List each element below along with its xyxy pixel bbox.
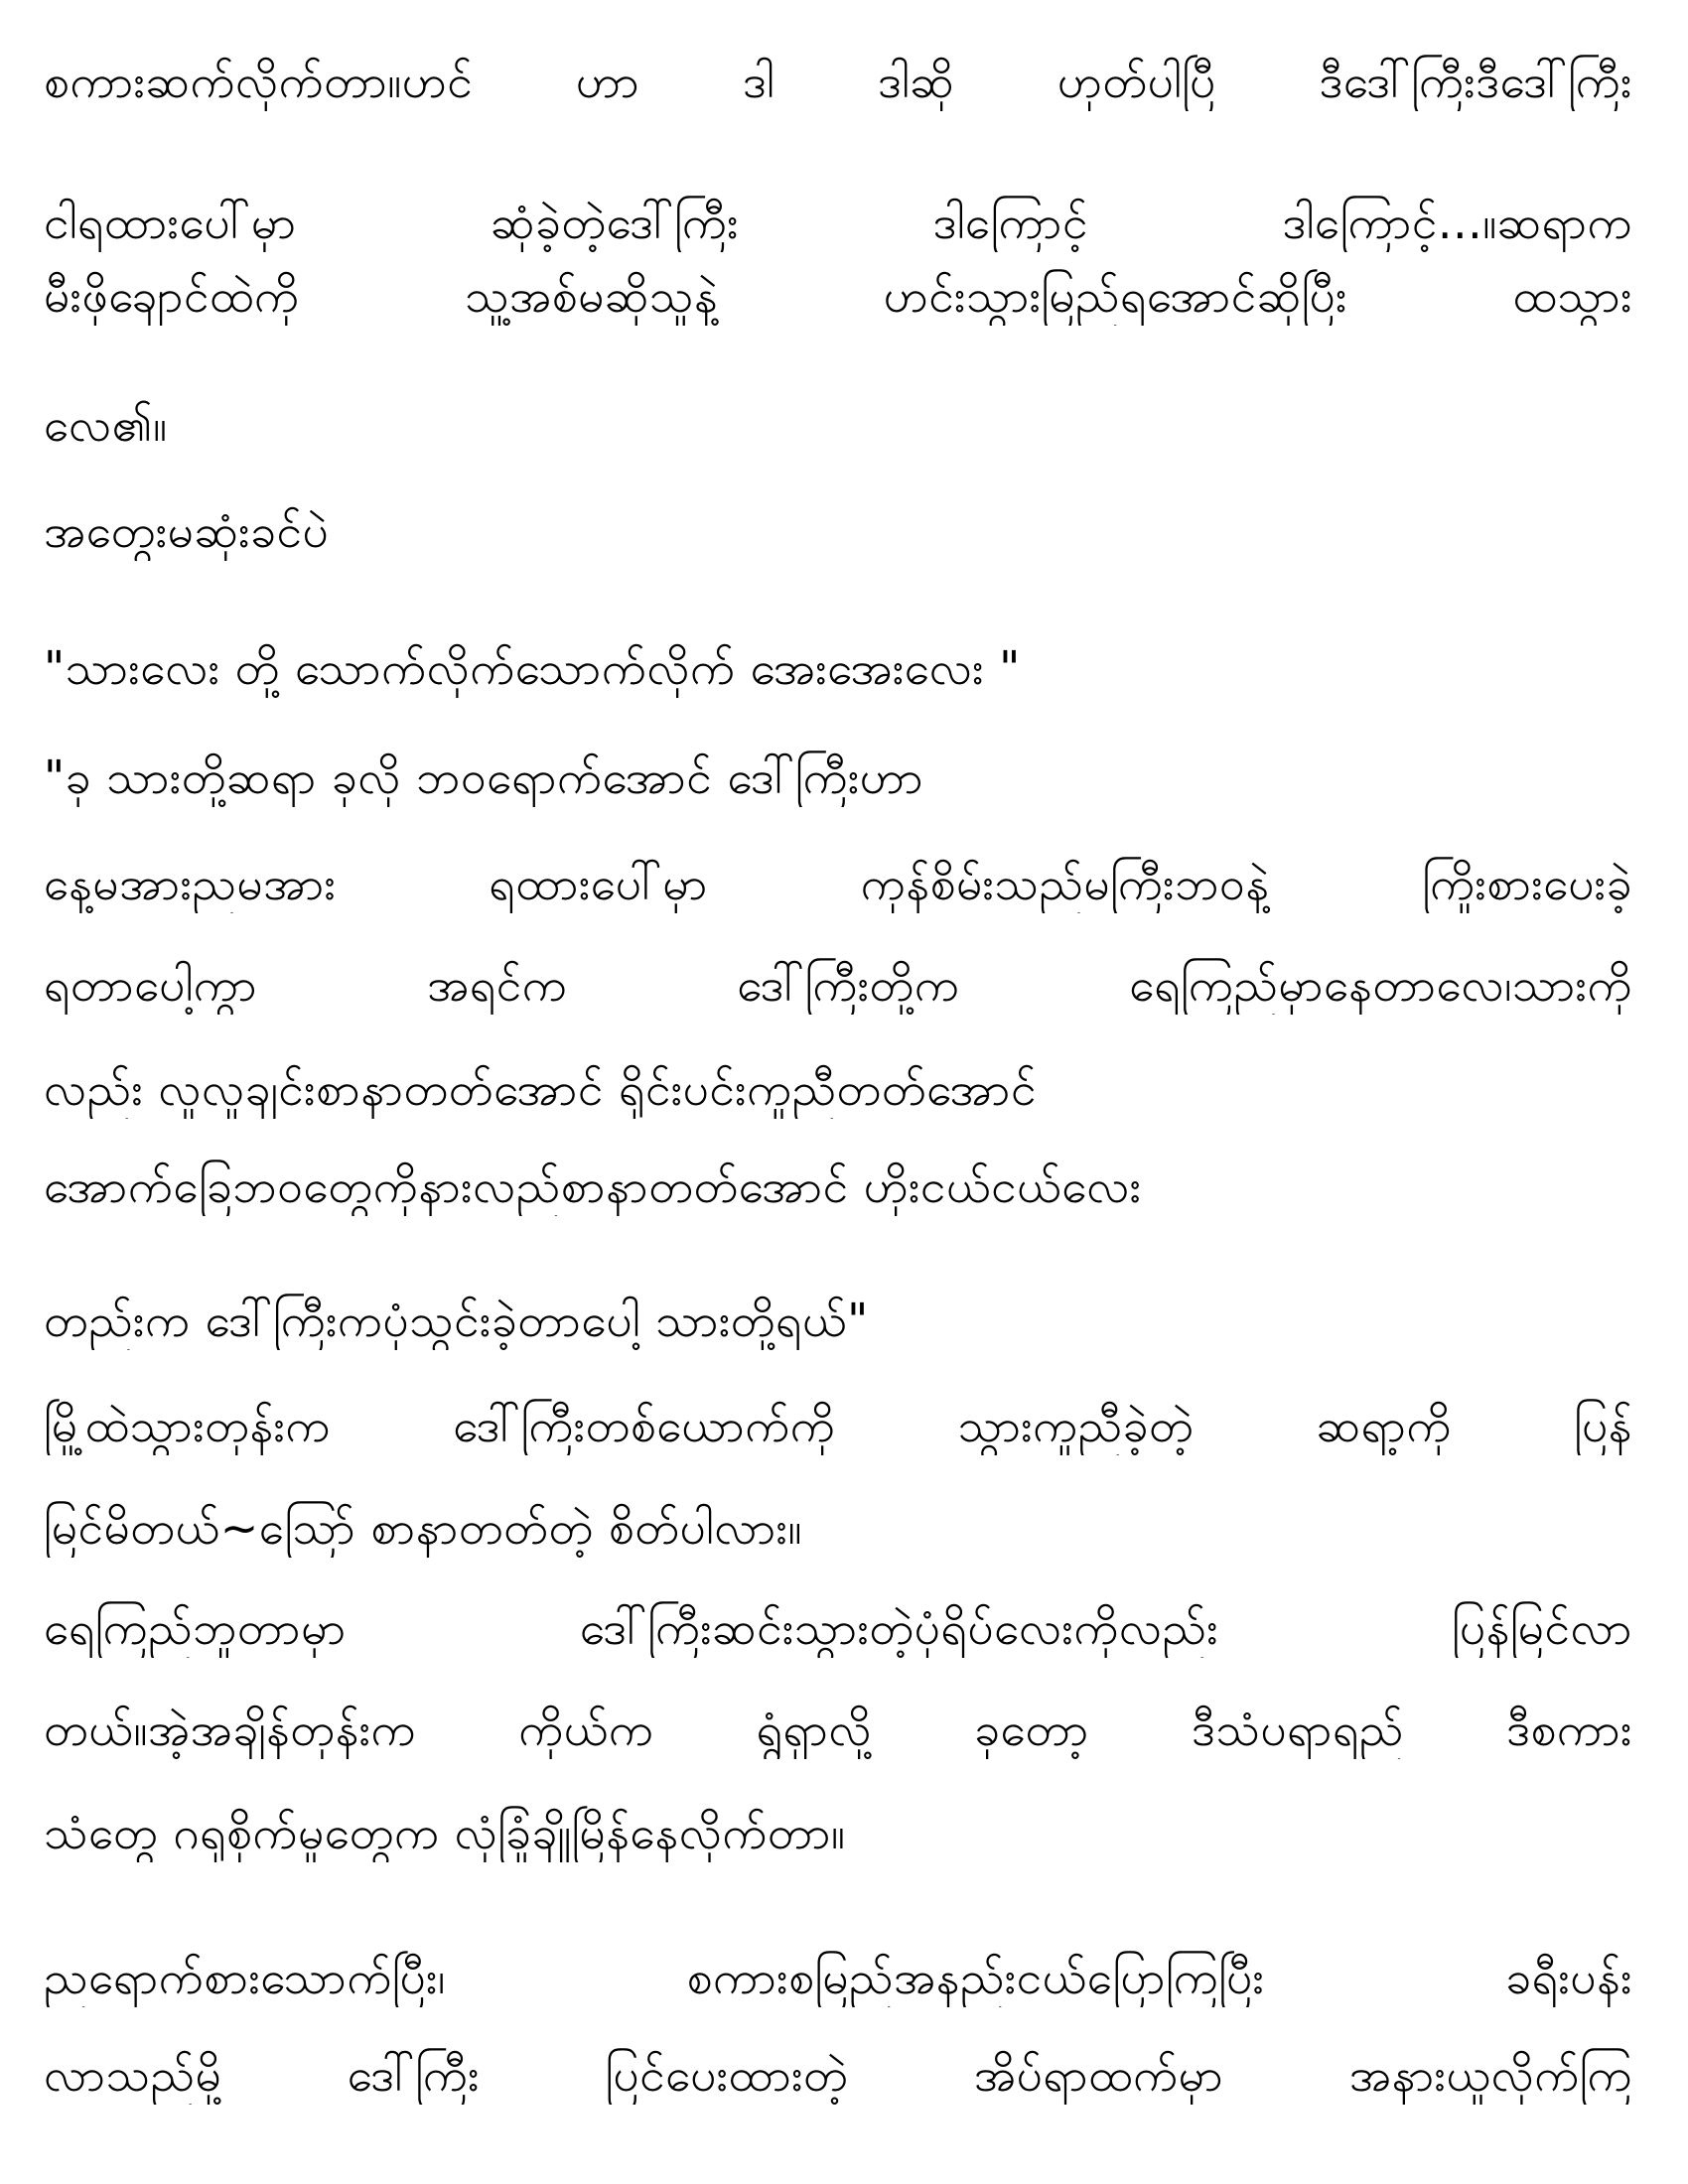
text-line: မြင်မိတယ်~သြော် စာနာတတ်တဲ့ စိတ်ပါလား။ (44, 1501, 802, 1555)
text-line: "ခု သားတို့ဆရာ ခုလို ဘဝရောက်အောင် ဒေါ်ကြီးဟာ (44, 751, 924, 804)
text-line: တည်းက ဒေါ်ကြီးကပုံသွင်းခဲ့တာပေါ့ သားတို့ရယ်" (44, 1294, 869, 1347)
text-line: လေ၏။ (44, 398, 168, 452)
text-line: စကားဆက်လိုက်တာ။ဟင် ဟာ ဒါ ဒါဆို ဟုတ်ပါပြီ ဒီဒေါ်ကြီးဒီဒေါ်ကြီး (44, 55, 1632, 108)
text-line: ညရောက်စားသောက်ပြီး၊ စကားစမြည်အနည်းငယ်ပြောကြပြီး ခရီးပန်း (44, 1951, 1632, 2004)
text-line: အတွေးမဆုံးခင်ပဲ (44, 504, 330, 558)
text-line: တယ်။အဲ့အချိန်တုန်းက ကိုယ်က ရွံရှာလို့ ခုတော့ ဒီသံပရာရည် ဒီစကား (44, 1703, 1632, 1756)
text-line: ငါရထားပေါ်မှာ ဆုံခဲ့တဲ့ဒေါ်ကြီး ဒါကြောင့် ဒါကြောင့်...။ဆရာက (44, 196, 1632, 249)
text-line: သံတွေ ဂရုစိုက်မှုတွေက လုံခြုံချိုမြိန်နေလိုက်တာ။ (44, 1806, 846, 1859)
text-line: "သားလေး တို့ သောက်လိုက်သောက်လိုက် အေးအေးလေး " (44, 641, 1021, 695)
text-line: လာသည်မို့ ဒေါ်ကြီး ပြင်ပေးထားတဲ့ အိပ်ရာထက်မှာ အနားယူလိုက်ကြ (44, 2048, 1632, 2102)
text-line: လည်း လူလူချင်းစာနာတတ်အောင် ရိုင်းပင်းကူညီတတ်အောင် (44, 1062, 1037, 1116)
text-line: အောက်ခြေဘဝတွေကိုနားလည်စာနာတတ်အောင် ဟိုးငယ်ငယ်လေး (44, 1160, 1142, 1213)
text-line: ရေကြည်ဘူတာမှာ ဒေါ်ကြီးဆင်းသွားတဲ့ပုံရိပ်လေးကိုလည်း ပြန်မြင်လာ (44, 1601, 1632, 1655)
text-line: နေ့မအားညမအား ရထားပေါ်မှာ ကုန်စိမ်းသည်မကြီးဘဝနဲ့ ကြိုးစားပေးခဲ့ (44, 857, 1632, 910)
text-line: ရတာပေါ့ကွာ အရင်က ဒေါ်ကြီးတို့က ရေကြည်မှာနေတာလေ၊သားကို (44, 958, 1632, 1012)
text-line: မီးဖိုချောင်ထဲကို သူ့အစ်မဆိုသူနဲ့ ဟင်းသွားမြည်ရအောင်ဆိုပြီး ထသွား (44, 269, 1632, 323)
text-line: မြို့ထဲသွားတုန်းက ဒေါ်ကြီးတစ်ယောက်ကို သွားကူညီခဲ့တဲ့ ဆရာ့ကို ပြန် (44, 1399, 1632, 1452)
